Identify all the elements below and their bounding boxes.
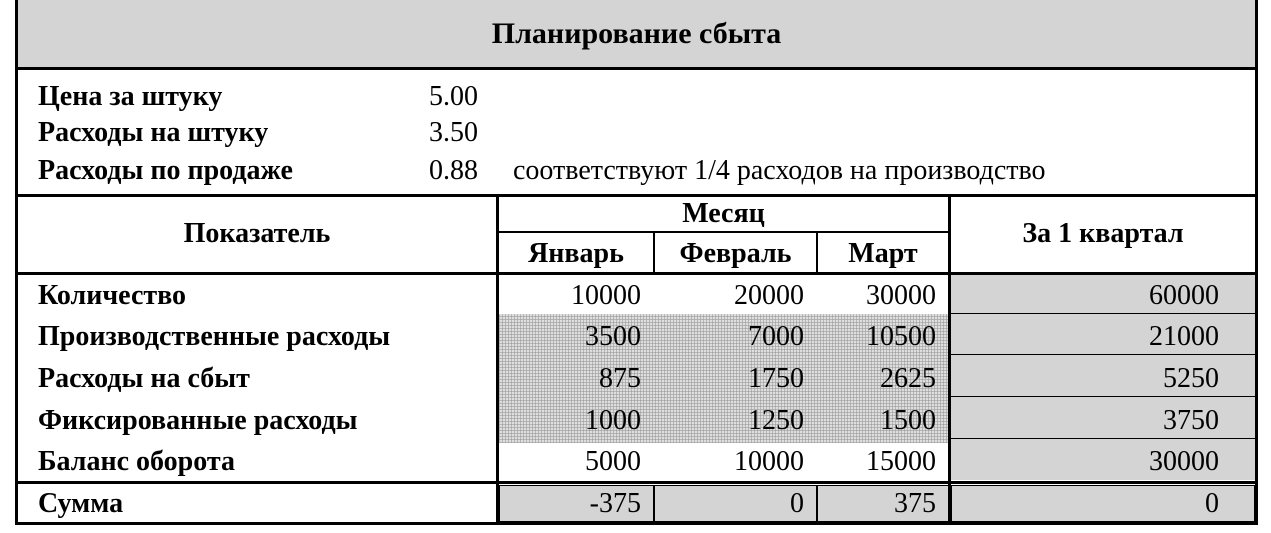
cell-fixed-feb: 1250	[748, 405, 804, 436]
cell-production-total: 21000	[1149, 321, 1219, 352]
month-header-divider	[499, 231, 948, 233]
row-label-turnover-balance: Баланс оборота	[38, 446, 235, 477]
cell-fixed-mar: 1500	[880, 405, 936, 436]
cell-sales-mar: 2625	[880, 363, 936, 394]
cell-sum-mar: 375	[894, 488, 936, 519]
quarter-header: За 1 квартал	[1022, 218, 1184, 249]
quarter-row-line-1	[951, 313, 1255, 314]
cell-sum-total: 0	[1205, 488, 1219, 519]
cell-balance-mar: 15000	[866, 446, 936, 477]
cell-balance-total: 30000	[1149, 446, 1219, 477]
row-label-production-costs: Производственные расходы	[38, 321, 391, 352]
sheet-title: Планирование сбыта	[18, 0, 1255, 70]
row-label-quantity: Количество	[38, 280, 187, 311]
cell-production-mar: 10500	[866, 321, 936, 352]
month-february: Февраль	[679, 238, 792, 269]
quarter-row-line-4	[951, 438, 1255, 439]
param-label-sales-cost: Расходы по продаже	[38, 155, 293, 186]
month-march: Март	[848, 238, 918, 269]
cell-sales-jan: 875	[599, 363, 641, 394]
cell-quantity-total: 60000	[1149, 280, 1219, 311]
cell-sum-feb: 0	[790, 488, 804, 519]
header-bottom-border	[18, 272, 1255, 275]
month-january: Январь	[528, 238, 624, 269]
param-label-price: Цена за штуку	[38, 81, 223, 112]
cell-sum-jan: -375	[589, 488, 641, 519]
cell-production-jan: 3500	[585, 321, 641, 352]
cell-quantity-jan: 10000	[571, 280, 641, 311]
row-label-fixed-costs: Фиксированные расходы	[38, 405, 358, 436]
cell-fixed-jan: 1000	[585, 405, 641, 436]
sales-planning-sheet	[15, 0, 1258, 525]
row-label-sales-costs: Расходы на сбыт	[38, 363, 250, 394]
param-note-sales-cost: соответствуют 1/4 расходов на производство	[513, 155, 1046, 186]
sum-row-border	[18, 481, 1255, 484]
cell-production-feb: 7000	[748, 321, 804, 352]
cell-fixed-total: 3750	[1163, 405, 1219, 436]
param-value-unit-cost: 3.50	[429, 117, 478, 148]
cell-sales-feb: 1750	[748, 363, 804, 394]
quarter-row-line-3	[951, 396, 1255, 397]
cell-balance-jan: 5000	[585, 446, 641, 477]
quarter-row-line-2	[951, 354, 1255, 355]
param-value-sales-cost: 0.88	[429, 155, 478, 186]
cell-quantity-mar: 30000	[866, 280, 936, 311]
cell-quantity-feb: 20000	[734, 280, 804, 311]
indicator-header: Показатель	[183, 218, 331, 249]
param-label-unit-cost: Расходы на штуку	[38, 117, 269, 148]
row-label-sum: Сумма	[38, 488, 124, 519]
cell-balance-feb: 10000	[734, 446, 804, 477]
month-header: Месяц	[682, 198, 765, 229]
param-value-price: 5.00	[429, 81, 478, 112]
cell-sales-total: 5250	[1163, 363, 1219, 394]
